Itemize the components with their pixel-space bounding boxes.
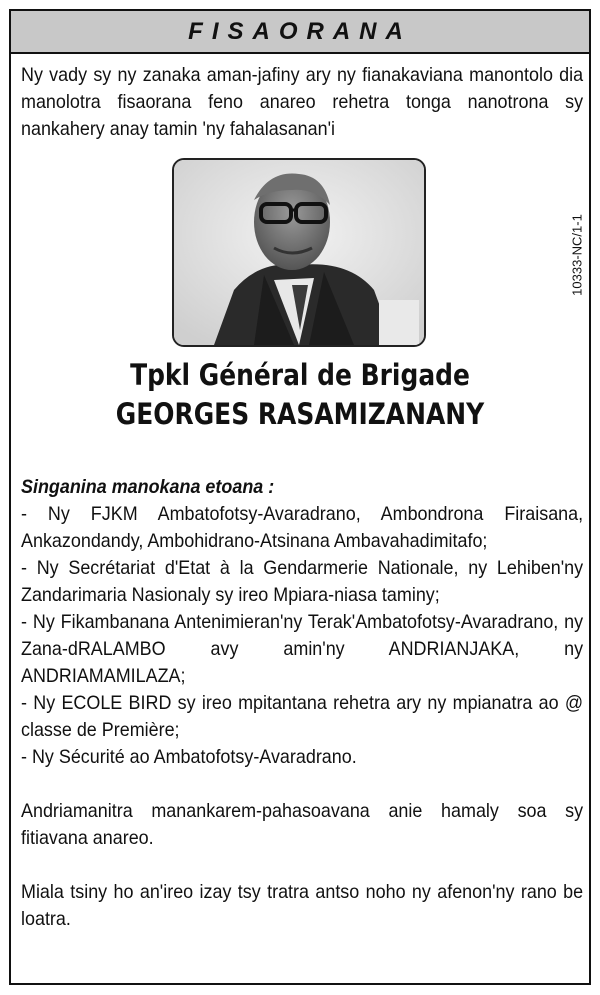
intro-paragraph: Ny vady sy ny zanaka aman-jafiny ary ny fianakaviana manontolo dia manolotra fisaorana feno anareo rehetra tonga nanotrona sy nankahery anay tamin 'ny fahalasanan'i [21,64,584,140]
list-item: - Ny Sécurité ao Ambatofotsy-Avaradrano. [21,746,357,768]
spacer [21,771,583,798]
acknowledgement-subtitle: Singanina manokana etoana : [21,476,275,498]
notice-body [21,474,583,933]
rank-title: Tpkl Général de Brigade [130,358,470,392]
deceased-name: GEORGES RASAMIZANANY [115,397,485,431]
portrait-photo [172,158,426,347]
list-item: - Ny Secrétariat d'Etat à la Gendarmerie Nationale, ny Lehiben'ny Zandarimaria Nasionaly sy ireo Mpiara-niasa taminy; [21,557,584,606]
apology-paragraph: Miala tsiny ho an'ireo izay tsy tratra antso noho ny afenon'ny rano be loatra. [21,881,584,930]
spacer [21,852,583,879]
ad-reference-code [566,200,588,310]
list-item: - Ny FJKM Ambatofotsy-Avaradrano, Ambondrona Firaisana, Ankazondandy, Ambohidrano-Atsinana Ambavahadimitafo; [21,503,584,552]
list-item: - Ny ECOLE BIRD sy ireo mpitantana rehetra ary ny mpianatra ao @ classe de Première; [21,692,584,741]
list-item: - Ny Fikambanana Antenimieran'ny Terak'Ambatofotsy-Avaradrano, ny Zana-dRALAMBO avy amin'ny ANDRIANJAKA, ny ANDRIAMAMILAZA; [21,611,584,687]
notice-header [9,9,591,54]
ad-reference-text: 10333-NC/1-1 [569,214,585,296]
header-title: FISAORANA [188,17,412,45]
blessing-paragraph: Andriamanitra manankarem-pahasoavana anie hamaly soa sy fitiavana anareo. [21,800,584,849]
portrait-illustration [174,160,424,345]
